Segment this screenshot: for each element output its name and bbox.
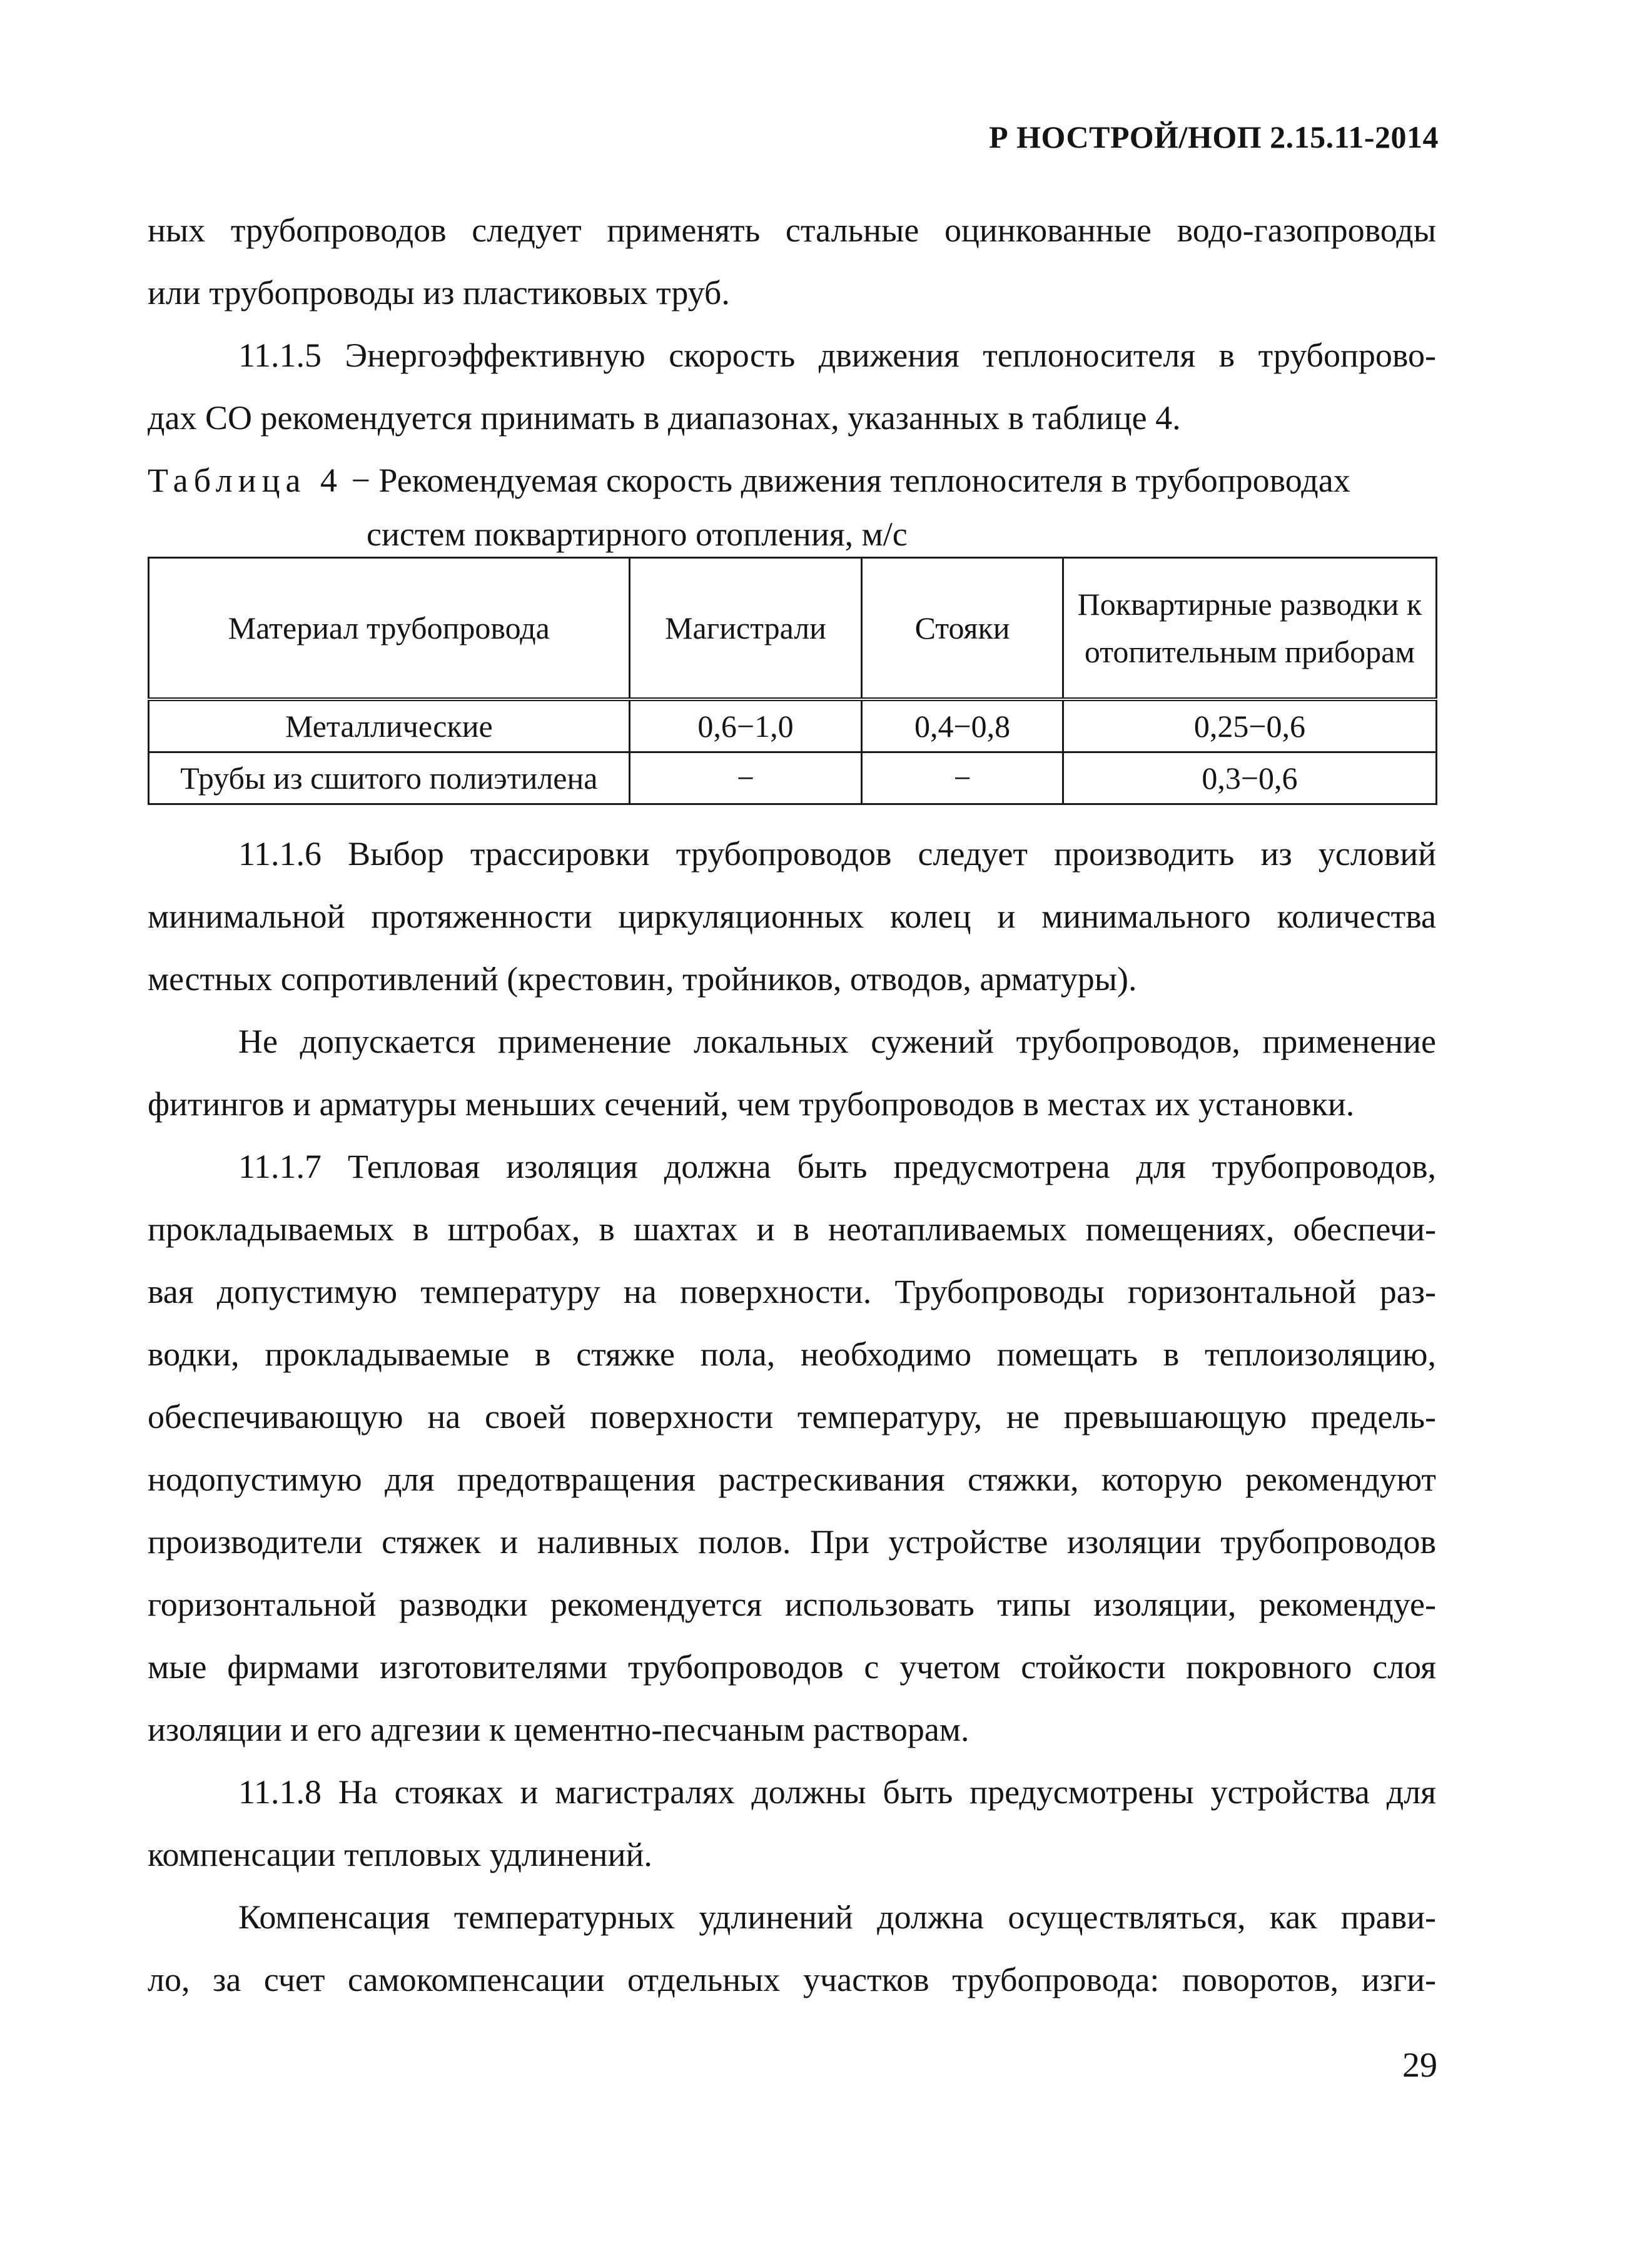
table-header-row — [149, 558, 1437, 700]
paragraph-line: прокладываемых в штробах, в шахтах и в неотапливаемых помещениях, обеспечи- — [148, 1210, 1436, 1248]
table-header-cell: Стояки — [862, 558, 1063, 700]
velocity-table — [148, 557, 1437, 805]
paragraph-line: вая допустимую температуру на поверхности. Трубопроводы горизонтальной раз- — [148, 1273, 1436, 1310]
paragraph-line: 11.1.7 Тепловая изоляция должна быть предусмотрена для трубопроводов, — [238, 1148, 1436, 1185]
table-cell: 0,25−0,6 — [1063, 699, 1436, 752]
paragraph-line: производители стяжек и наливных полов. При устройстве изоляции трубопроводов — [148, 1523, 1436, 1561]
table-caption-text: − Рекомендуемая скорость движения теплоносителя в трубопроводах — [342, 462, 1350, 499]
page-number: 29 — [1402, 2046, 1437, 2085]
document-body — [148, 199, 1436, 2011]
paragraph-line: Компенсация температурных удлинений должна осуществляться, как прави- — [238, 1898, 1436, 1936]
paragraph-line: изоляции и его адгезии к цементно-песчаным растворам. — [148, 1711, 969, 1748]
table-caption-label: Таблица 4 — [148, 462, 343, 499]
paragraph-line: 11.1.8 На стояках и магистралях должны быть предусмотрены устройства для — [238, 1773, 1436, 1811]
paragraph-line: водки, прокладываемые в стяжке пола, необходимо помещать в теплоизоляцию, — [148, 1335, 1436, 1373]
table-header-cell: Материал трубопровода — [149, 558, 630, 700]
table-cell: 0,4−0,8 — [862, 699, 1063, 752]
paragraph-line: или трубопроводы из пластиковых труб. — [148, 274, 730, 311]
table-cell: 0,3−0,6 — [1063, 752, 1436, 804]
paragraph-line: ных трубопроводов следует применять стальные оцинкованные водо-газопроводы — [148, 211, 1436, 249]
table-cell: 0,6−1,0 — [629, 699, 862, 752]
paragraph-line: нодопустимую для предотвращения растрескивания стяжки, которую рекомендуют — [148, 1461, 1436, 1498]
document-code-header: Р НОСТРОЙ/НОП 2.15.11-2014 — [989, 119, 1439, 154]
paragraph-line: Не допускается применение локальных сужений трубопроводов, применение — [238, 1023, 1436, 1060]
after-table-section — [148, 823, 1436, 2011]
paragraph-line: 11.1.6 Выбор трассировки трубопроводов следует производить из условий — [238, 835, 1436, 873]
table-cell: − — [629, 752, 862, 804]
paragraph-line: дах СО рекомендуется принимать в диапазонах, указанных в таблице 4. — [148, 399, 1181, 437]
table-header-cell: Поквартирные разводки к отопительным приборам — [1063, 558, 1436, 700]
paragraph-line: минимальной протяженности циркуляционных колец и минимального количества — [148, 898, 1436, 935]
paragraph-line: обеспечивающую на своей поверхности температуру, не превышающую предель- — [148, 1398, 1436, 1435]
table-cell: Металлические — [149, 699, 630, 752]
table-cell: Трубы из сшитого полиэтилена — [149, 752, 630, 804]
table-row — [149, 699, 1437, 752]
table-caption-line2: систем поквартирного отопления, м/с — [367, 515, 908, 553]
paragraph-line: горизонтальной разводки рекомендуется использовать типы изоляции, рекомендуе- — [148, 1586, 1436, 1623]
table-row — [149, 752, 1437, 804]
paragraph-line: ло, за счет самокомпенсации отдельных участков трубопровода: поворотов, изги- — [148, 1961, 1436, 1998]
table-header-cell: Магистрали — [629, 558, 862, 700]
table-cell: − — [862, 752, 1063, 804]
paragraph-line: мые фирмами изготовителями трубопроводов с учетом стойкости покровного слоя — [148, 1648, 1436, 1686]
table-caption — [148, 449, 1436, 512]
paragraph-line: 11.1.5 Энергоэффективную скорость движения теплоносителя в трубопрово- — [238, 337, 1436, 374]
paragraph-line: компенсации тепловых удлинений. — [148, 1836, 652, 1873]
paragraph-line: фитингов и арматуры меньших сечений, чем трубопроводов в местах их установки. — [148, 1085, 1355, 1123]
paragraph-line: местных сопротивлений (крестовин, тройников, отводов, арматуры). — [148, 960, 1137, 998]
